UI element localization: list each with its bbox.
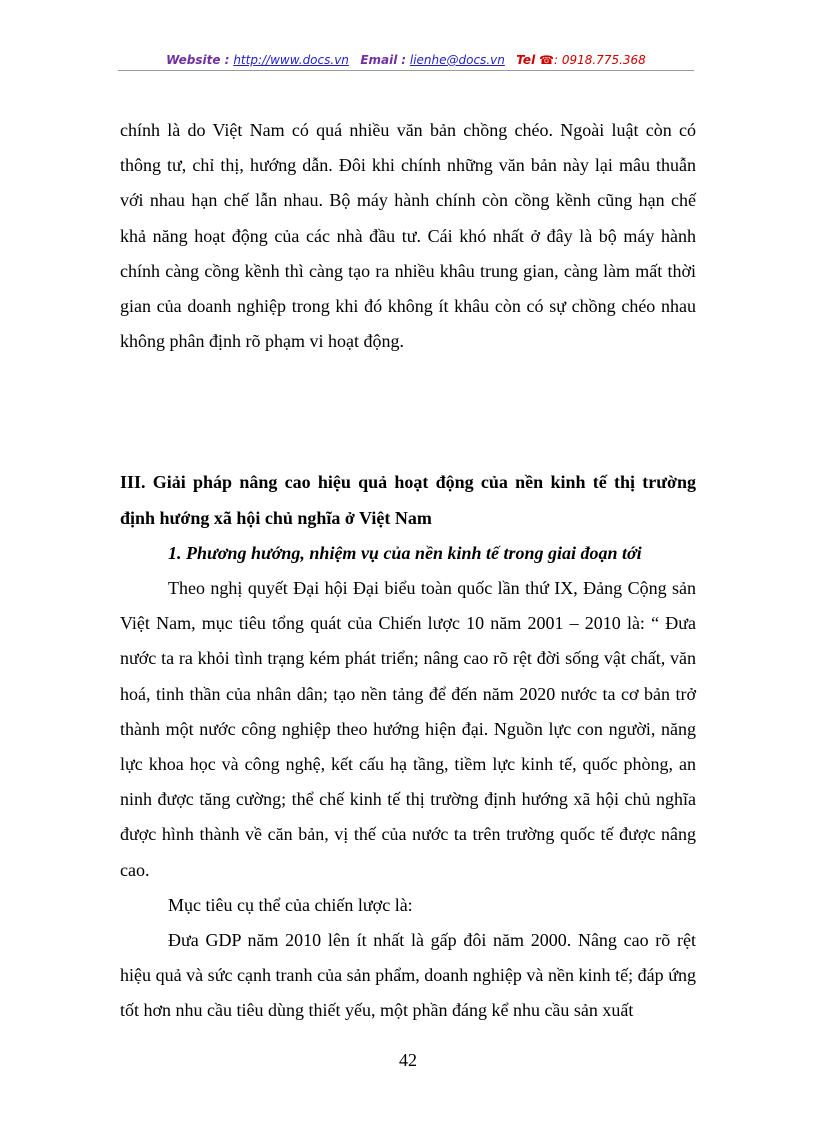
page-header (118, 50, 694, 70)
paragraph-4: Đưa GDP năm 2010 lên ít nhất là gấp đôi năm 2000. Nâng cao rõ rệt hiệu quả và sức cạnh tranh của sản phẩm, doanh nghiệp và nền kinh tế; đáp ứng tốt hơn nhu cầu tiêu dùng thiết yếu, một phần đáng kể nhu cầu sản xuất (120, 930, 696, 1021)
paragraph-1 (120, 113, 696, 359)
paragraph-1-text: chính là do Việt Nam có quá nhiều văn bản chồng chéo. Ngoài luật còn có thông tư, chỉ thị, hướng dẫn. Đôi khi chính những văn bản này lại mâu thuẫn với nhau hạn chế lẫn nhau. Bộ máy hành chính còn cồng kềnh cũng hạn chế khả năng hoạt động của các nhà đầu tư. Cái khó nhất ở đây là bộ máy hành chính càng cồng kềnh thì càng tạo ra nhiều khâu trung gian, càng làm mất thời gian của doanh nghiệp trong khi đó không ít khâu còn có sự chồng chéo nhau không phân định rõ phạm vi hoạt động. (120, 120, 696, 352)
subsection-heading: 1. Phương hướng, nhiệm vụ của nền kinh tế trong giai đoạn tới (168, 542, 642, 563)
header-rule (118, 70, 694, 71)
email-link[interactable]: lienhe@docs.vn (409, 53, 505, 67)
tel-label: Tel (516, 53, 536, 67)
section-spacer (120, 359, 696, 465)
page-number: 42 (399, 1050, 417, 1070)
section-3 (120, 465, 696, 1028)
paragraph-3: Mục tiêu cụ thể của chiến lược là: (168, 894, 413, 915)
tel-number: : 0918.775.368 (553, 53, 646, 67)
phone-icon: ☎ (539, 53, 554, 67)
section-heading: III. Giải pháp nâng cao hiệu quả hoạt động của nền kinh tế thị trường định hướng xã hội chủ nghĩa ở Việt Nam (120, 472, 696, 528)
paragraph-2: Theo nghị quyết Đại hội Đại biểu toàn quốc lần thứ IX, Đảng Cộng sản Việt Nam, mục tiêu tổng quát của Chiến lược 10 năm 2001 – 2010 là: “ Đưa nước ta ra khỏi tình trạng kém phát triển; nâng cao rõ rệt đời sống vật chất, văn hoá, tinh thần của nhân dân; tạo nền tảng để đến năm 2020 nước ta cơ bản trở thành một nước công nghiệp theo hướng hiện đại. Nguồn lực con người, năng lực khoa học và công nghệ, kết cấu hạ tầng, tiềm lực kinh tế, quốc phòng, an ninh được tăng cường; thể chế kinh tế thị trường định hướng xã hội chủ nghĩa được hình thành về căn bản, vị thế của nước ta trên trường quốc tế được nâng cao. (120, 578, 696, 880)
email-label: Email (360, 53, 398, 67)
email-separator: : (401, 53, 407, 67)
website-label: Website : (166, 53, 230, 67)
document-body (120, 113, 696, 1029)
website-link[interactable]: http://www.docs.vn (233, 53, 349, 67)
